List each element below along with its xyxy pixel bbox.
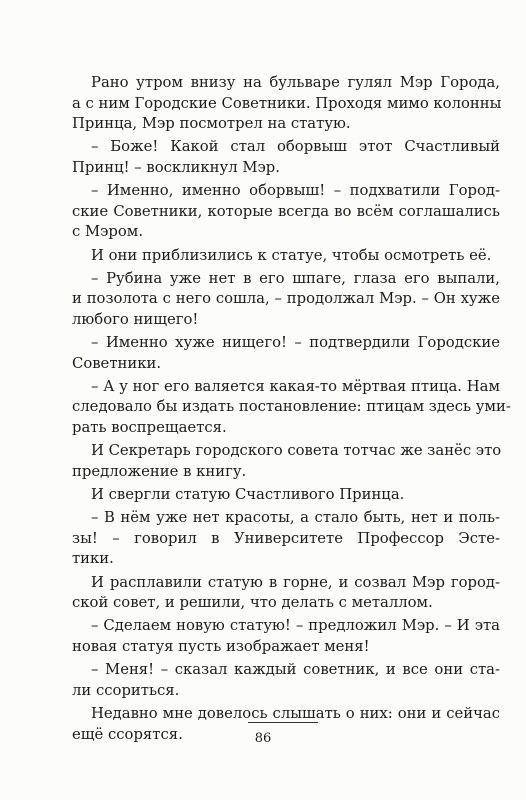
text-line: Принца, Мэр посмотрел на статую. <box>72 115 351 133</box>
paragraph <box>72 508 500 570</box>
text-line: Недавно мне довелось слышать о них: они и сейчас <box>91 704 500 722</box>
folio-rule <box>248 722 318 723</box>
paragraph <box>72 246 500 267</box>
paragraph <box>72 660 500 701</box>
text-line: новая статуя пусть изображает меня! <box>72 637 370 655</box>
text-line: – Рубина уже нет в его шпаге, глаза его выпали, <box>91 269 500 287</box>
text-line: – Именно, именно оборвыш! – подхватили Город- <box>91 182 500 200</box>
text-line: – Боже! Какой стал оборвыш этот Счастливый <box>91 138 500 156</box>
paragraph <box>72 377 511 439</box>
paragraph <box>72 73 500 135</box>
paragraph <box>72 333 500 374</box>
text-line: – Сделаем новую статую! – предложил Мэр. – И эта <box>91 617 500 635</box>
body-text <box>72 73 511 745</box>
text-line: а с ним Городские Советники. Проходя мимо колонны <box>72 94 502 112</box>
text-line: Принц! – воскликнул Мэр. <box>72 158 280 176</box>
page-number: 86 <box>254 731 272 746</box>
text-line: – В нём уже нет красоты, а стало быть, нет и поль- <box>91 509 500 527</box>
text-line: ли ссориться. <box>72 681 180 699</box>
text-line: с Мэром. <box>72 223 144 241</box>
paragraph <box>72 269 500 331</box>
paragraph <box>72 181 500 243</box>
paragraph <box>72 441 500 482</box>
text-line: И расплавили статую в горне, и созвал Мэр город- <box>91 573 500 591</box>
text-line: И свергли статую Счастливого Принца. <box>91 486 405 504</box>
text-line: – А у ног его валяется какая-то мёртвая птица. Нам <box>91 377 500 395</box>
text-line: предложение в книгу. <box>72 462 247 480</box>
text-line: И Секретарь городского совета тотчас же занёс это <box>91 442 502 460</box>
text-line: И они приблизились к статуе, чтобы осмотреть её. <box>91 246 492 264</box>
text-line: следовало бы издать постановление: птицам здесь уми- <box>72 398 511 416</box>
text-line: и позолота с него сошла, – продолжал Мэр. – Он хуже <box>72 290 500 308</box>
paragraph <box>72 616 500 657</box>
text-line: ещё ссорятся. <box>72 725 183 743</box>
text-line: рать воспрещается. <box>72 419 227 437</box>
text-line: ской совет, и решили, что делать с металлом. <box>72 594 433 612</box>
text-line: – Именно хуже нищего! – подтвердили Городские <box>91 334 500 352</box>
text-line: – Меня! – сказал каждый советник, и все они ста- <box>91 661 500 679</box>
text-line: Рано утром внизу на бульваре гулял Мэр Города, <box>91 74 500 91</box>
paragraph <box>72 137 500 178</box>
text-line: ские Советники, которые всегда во всём соглашались <box>72 202 500 220</box>
text-line: Советники. <box>72 354 162 372</box>
text-line: тики. <box>72 550 114 568</box>
paragraph <box>72 573 500 614</box>
paragraph <box>72 485 500 506</box>
text-line: зы! – говорил в Университете Профессор Эсте- <box>72 529 500 547</box>
text-line: любого нищего! <box>72 310 199 328</box>
